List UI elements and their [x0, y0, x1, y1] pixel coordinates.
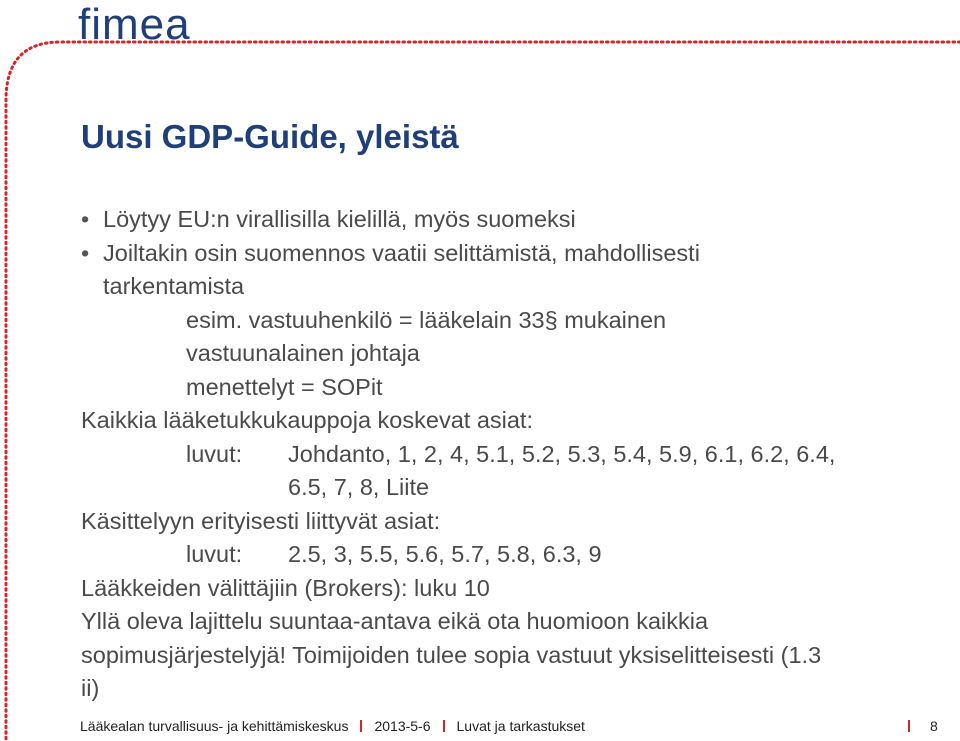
footer-separator	[908, 720, 910, 732]
chapters-label: luvut:	[186, 541, 243, 567]
example-line: esim. vastuuhenkilö = lääkelain 33§ mukainen	[186, 306, 667, 333]
all-chapters-list: Johdanto, 1, 2, 4, 5.1, 5.2, 5.3, 5.4, 5.9, 6.1, 6.2, 6.4,	[288, 440, 836, 467]
page-number: 8	[930, 718, 938, 734]
all-chapters-row	[81, 438, 941, 472]
specific-chapters-row	[81, 538, 941, 572]
bullet-languages: • Löytyy EU:n virallisilla kielillä, myös suomeksi	[81, 203, 941, 237]
specific-chapters-list: 2.5, 3, 5.5, 5.6, 5.7, 5.8, 6.3, 9	[288, 541, 602, 567]
note-line: ii)	[81, 675, 100, 701]
footer-separator	[360, 720, 362, 732]
footer-separator	[443, 720, 445, 732]
footer-organization: Lääkealan turvallisuus- ja kehittämiskeskus	[80, 718, 349, 734]
bullet-translation-cont: tarkentamista	[103, 273, 245, 299]
footer	[80, 718, 585, 734]
all-wholesalers-heading: Kaikkia lääketukkukauppoja koskevat asiat:	[81, 407, 533, 433]
bullet-translation: • Joiltakin osin suomennos vaatii selittämistä, mahdollisesti	[81, 237, 941, 271]
all-chapters-cont: 6.5, 7, 8, Liite	[288, 474, 430, 500]
note-line: sopimusjärjestelyjä! Toimijoiden tulee sopia vastuut yksiselitteisesti (1.3	[81, 641, 822, 668]
example-line: menettelyt = SOPit	[186, 373, 383, 400]
specific-heading: Käsittelyyn erityisesti liittyvät asiat:	[81, 507, 441, 534]
note-line: Yllä oleva lajittelu suuntaa-antava eikä ota huomioon kaikkia	[81, 608, 709, 634]
footer-date: 2013-5-6	[374, 718, 431, 734]
example-line: vastuunalainen johtaja	[186, 340, 420, 366]
fimea-logo: fimea	[78, 0, 191, 49]
footer-topic: Luvat ja tarkastukset	[456, 718, 585, 734]
chapters-label: luvut:	[186, 440, 243, 467]
brokers-line: Lääkkeiden välittäjiin (Brokers): luku 10	[81, 574, 490, 601]
slide-title: Uusi GDP-Guide, yleistä	[81, 118, 459, 155]
slide-body	[81, 203, 941, 706]
